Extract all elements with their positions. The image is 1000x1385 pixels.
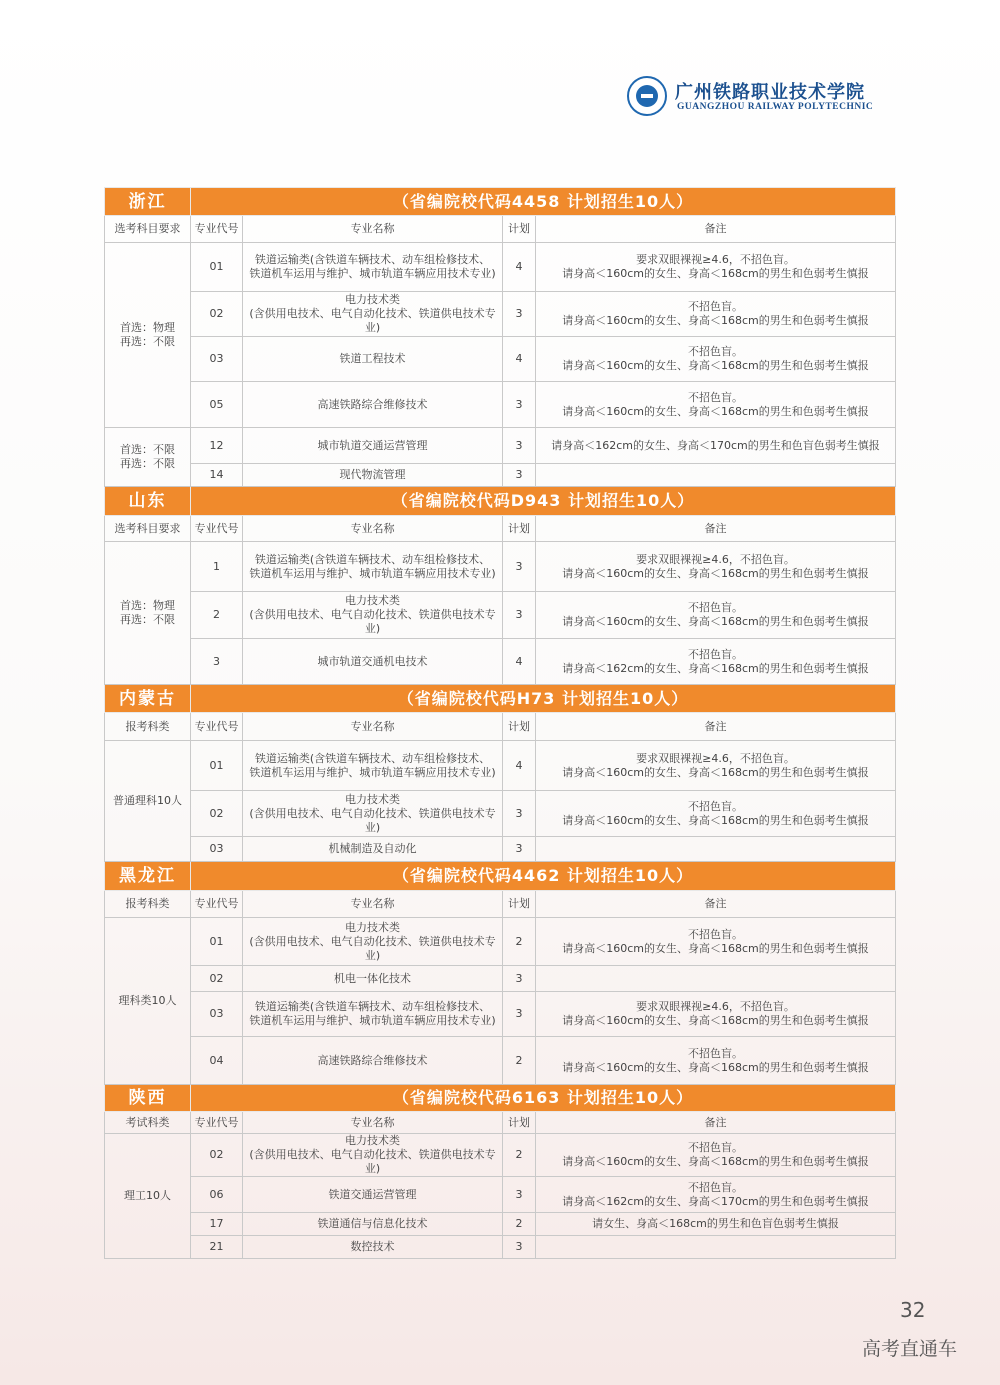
table-row [105, 542, 896, 592]
plan-count: 3 [503, 292, 536, 337]
major-code: 06 [191, 1177, 243, 1213]
plan-count: 3 [503, 966, 536, 992]
section-header-inner-mongolia [105, 685, 896, 713]
table-row [105, 464, 896, 487]
major-name: 铁道运输类(含铁道车辆技术、动车组检修技术、 铁道机车运用与维护、城市轨道车辆应用技术专业) [243, 741, 503, 791]
major-name: 电力技术类 (含供用电技术、电气自动化技术、铁道供电技术专业) [243, 292, 503, 337]
plan-count: 4 [503, 639, 536, 685]
col-header-plan: 计划 [503, 216, 536, 243]
table-row [105, 1177, 896, 1213]
major-name: 现代物流管理 [243, 464, 503, 487]
col-header-subject: 报考科类 [105, 713, 191, 741]
major-code: 02 [191, 966, 243, 992]
province-name: 浙江 [105, 188, 191, 216]
major-note [536, 966, 896, 992]
col-header-code: 专业代号 [191, 1112, 243, 1134]
col-header-code: 专业代号 [191, 891, 243, 918]
col-header-notes: 备注 [536, 216, 896, 243]
major-code: 14 [191, 464, 243, 487]
col-header-notes: 备注 [536, 713, 896, 741]
major-name: 铁道运输类(含铁道车辆技术、动车组检修技术、 铁道机车运用与维护、城市轨道车辆应用技术专业) [243, 542, 503, 592]
major-name: 高速铁路综合维修技术 [243, 1037, 503, 1085]
major-note: 不招色盲。 请身高＜160cm的女生、身高＜168cm的男生和色弱考生慎报 [536, 1134, 896, 1177]
table-row [105, 382, 896, 428]
province-name: 内蒙古 [105, 685, 191, 713]
major-code: 03 [191, 837, 243, 862]
col-header-plan: 计划 [503, 516, 536, 542]
plan-count: 2 [503, 1213, 536, 1236]
table-row [105, 243, 896, 292]
major-note: 请女生、身高＜168cm的男生和色盲色弱考生慎报 [536, 1213, 896, 1236]
table-row [105, 1134, 896, 1177]
major-note: 不招色盲。 请身高＜160cm的女生、身高＜168cm的男生和色弱考生慎报 [536, 791, 896, 837]
col-header-plan: 计划 [503, 891, 536, 918]
column-header-row [105, 713, 896, 741]
plan-count: 3 [503, 1236, 536, 1259]
major-note: 要求双眼裸视≥4.6，不招色盲。 请身高＜160cm的女生、身高＜168cm的男生和色弱考生慎报 [536, 243, 896, 292]
section-code-line: （省编院校代码H73 计划招生10人） [191, 685, 896, 713]
section-code-line: （省编院校代码D943 计划招生10人） [191, 487, 896, 516]
col-header-plan: 计划 [503, 713, 536, 741]
major-code: 1 [191, 542, 243, 592]
table-row [105, 337, 896, 382]
page-number: 32 [900, 1298, 926, 1322]
col-header-major: 专业名称 [243, 891, 503, 918]
col-header-subject: 选考科目要求 [105, 516, 191, 542]
major-code: 02 [191, 791, 243, 837]
plan-count: 2 [503, 1037, 536, 1085]
major-note: 不招色盲。 请身高＜162cm的女生、身高＜170cm的男生和色弱考生慎报 [536, 1177, 896, 1213]
plan-count: 4 [503, 243, 536, 292]
subject-requirement: 首选：物理 再选：不限 [105, 542, 191, 685]
column-header-row [105, 891, 896, 918]
major-code: 3 [191, 639, 243, 685]
plan-count: 4 [503, 337, 536, 382]
plan-count: 3 [503, 382, 536, 428]
section-header-zhejiang [105, 188, 896, 216]
plan-count: 4 [503, 741, 536, 791]
plan-count: 3 [503, 791, 536, 837]
plan-count: 3 [503, 428, 536, 464]
subject-requirement: 普通理科10人 [105, 741, 191, 862]
table-row [105, 292, 896, 337]
major-name: 电力技术类 (含供用电技术、电气自动化技术、铁道供电技术专业) [243, 592, 503, 639]
major-name: 高速铁路综合维修技术 [243, 382, 503, 428]
section-header-shaanxi [105, 1085, 896, 1112]
major-name: 铁道通信与信息化技术 [243, 1213, 503, 1236]
col-header-code: 专业代号 [191, 516, 243, 542]
major-code: 21 [191, 1236, 243, 1259]
section-header-shandong [105, 487, 896, 516]
major-note [536, 837, 896, 862]
major-name: 机电一体化技术 [243, 966, 503, 992]
major-note: 要求双眼裸视≥4.6，不招色盲。 请身高＜160cm的女生、身高＜168cm的男生和色弱考生慎报 [536, 542, 896, 592]
province-name: 陕西 [105, 1085, 191, 1112]
col-header-major: 专业名称 [243, 713, 503, 741]
col-header-major: 专业名称 [243, 1112, 503, 1134]
section-code-line: （省编院校代码4462 计划招生10人） [191, 862, 896, 891]
section-code-line: （省编院校代码6163 计划招生10人） [191, 1085, 896, 1112]
plan-count: 3 [503, 837, 536, 862]
major-code: 01 [191, 741, 243, 791]
province-name: 山东 [105, 487, 191, 516]
school-name-en: GUANGZHOU RAILWAY POLYTECHNIC [677, 102, 874, 112]
col-header-major: 专业名称 [243, 516, 503, 542]
table-row [105, 1213, 896, 1236]
school-seal-icon [627, 76, 667, 116]
major-code: 02 [191, 292, 243, 337]
col-header-notes: 备注 [536, 891, 896, 918]
table-row [105, 639, 896, 685]
major-name: 城市轨道交通机电技术 [243, 639, 503, 685]
province-name: 黑龙江 [105, 862, 191, 891]
plan-count: 3 [503, 542, 536, 592]
major-note: 请身高＜162cm的女生、身高＜170cm的男生和色盲色弱考生慎报 [536, 428, 896, 464]
major-code: 12 [191, 428, 243, 464]
major-name: 铁道运输类(含铁道车辆技术、动车组检修技术、 铁道机车运用与维护、城市轨道车辆应用技术专业) [243, 243, 503, 292]
major-code: 01 [191, 918, 243, 966]
major-note: 不招色盲。 请身高＜160cm的女生、身高＜168cm的男生和色弱考生慎报 [536, 292, 896, 337]
major-name: 铁道工程技术 [243, 337, 503, 382]
section-code-line: （省编院校代码4458 计划招生10人） [191, 188, 896, 216]
col-header-code: 专业代号 [191, 713, 243, 741]
subject-requirement: 理工10人 [105, 1134, 191, 1259]
major-note: 不招色盲。 请身高＜160cm的女生、身高＜168cm的男生和色弱考生慎报 [536, 382, 896, 428]
major-name: 铁道运输类(含铁道车辆技术、动车组检修技术、 铁道机车运用与维护、城市轨道车辆应用技术专业) [243, 992, 503, 1037]
major-note: 不招色盲。 请身高＜160cm的女生、身高＜168cm的男生和色弱考生慎报 [536, 592, 896, 639]
admission-plan-table [104, 187, 896, 1259]
major-name: 机械制造及自动化 [243, 837, 503, 862]
major-note [536, 464, 896, 487]
major-note: 要求双眼裸视≥4.6，不招色盲。 请身高＜160cm的女生、身高＜168cm的男生和色弱考生慎报 [536, 992, 896, 1037]
table-row [105, 741, 896, 791]
subject-requirement: 首选：物理 再选：不限 [105, 243, 191, 428]
major-code: 17 [191, 1213, 243, 1236]
table-row [105, 1236, 896, 1259]
plan-count: 2 [503, 1134, 536, 1177]
major-code: 03 [191, 337, 243, 382]
table-row [105, 966, 896, 992]
table-row [105, 1037, 896, 1085]
major-code: 04 [191, 1037, 243, 1085]
major-code: 2 [191, 592, 243, 639]
major-note: 不招色盲。 请身高＜162cm的女生、身高＜168cm的男生和色弱考生慎报 [536, 639, 896, 685]
section-header-heilongjiang [105, 862, 896, 891]
column-header-row [105, 516, 896, 542]
major-note: 要求双眼裸视≥4.6，不招色盲。 请身高＜160cm的女生、身高＜168cm的男生和色弱考生慎报 [536, 741, 896, 791]
major-name: 电力技术类 (含供用电技术、电气自动化技术、铁道供电技术专业) [243, 791, 503, 837]
plan-count: 3 [503, 464, 536, 487]
school-logo [627, 76, 897, 118]
major-name: 电力技术类 (含供用电技术、电气自动化技术、铁道供电技术专业) [243, 1134, 503, 1177]
table-row [105, 592, 896, 639]
plan-count: 3 [503, 592, 536, 639]
major-note: 不招色盲。 请身高＜160cm的女生、身高＜168cm的男生和色弱考生慎报 [536, 337, 896, 382]
plan-count: 2 [503, 918, 536, 966]
table-row [105, 428, 896, 464]
col-header-notes: 备注 [536, 1112, 896, 1134]
column-header-row [105, 1112, 896, 1134]
table-row [105, 791, 896, 837]
major-name: 城市轨道交通运营管理 [243, 428, 503, 464]
watermark-text: 高考直通车 [862, 1338, 958, 1360]
school-name-cn: 广州铁路职业技术学院 [675, 82, 865, 102]
col-header-notes: 备注 [536, 516, 896, 542]
col-header-code: 专业代号 [191, 216, 243, 243]
table-row [105, 992, 896, 1037]
major-code: 01 [191, 243, 243, 292]
major-name: 铁道交通运营管理 [243, 1177, 503, 1213]
plan-count: 3 [503, 1177, 536, 1213]
col-header-plan: 计划 [503, 1112, 536, 1134]
table-row [105, 918, 896, 966]
major-note: 不招色盲。 请身高＜160cm的女生、身高＜168cm的男生和色弱考生慎报 [536, 1037, 896, 1085]
major-code: 03 [191, 992, 243, 1037]
major-code: 05 [191, 382, 243, 428]
column-header-row [105, 216, 896, 243]
major-name: 电力技术类 (含供用电技术、电气自动化技术、铁道供电技术专业) [243, 918, 503, 966]
table-row [105, 837, 896, 862]
major-code: 02 [191, 1134, 243, 1177]
subject-requirement: 首选：不限 再选：不限 [105, 428, 191, 487]
col-header-subject: 考试科类 [105, 1112, 191, 1134]
col-header-major: 专业名称 [243, 216, 503, 243]
major-name: 数控技术 [243, 1236, 503, 1259]
major-note [536, 1236, 896, 1259]
col-header-subject: 报考科类 [105, 891, 191, 918]
subject-requirement: 理科类10人 [105, 918, 191, 1085]
plan-count: 3 [503, 992, 536, 1037]
col-header-subject: 选考科目要求 [105, 216, 191, 243]
major-note: 不招色盲。 请身高＜160cm的女生、身高＜168cm的男生和色弱考生慎报 [536, 918, 896, 966]
